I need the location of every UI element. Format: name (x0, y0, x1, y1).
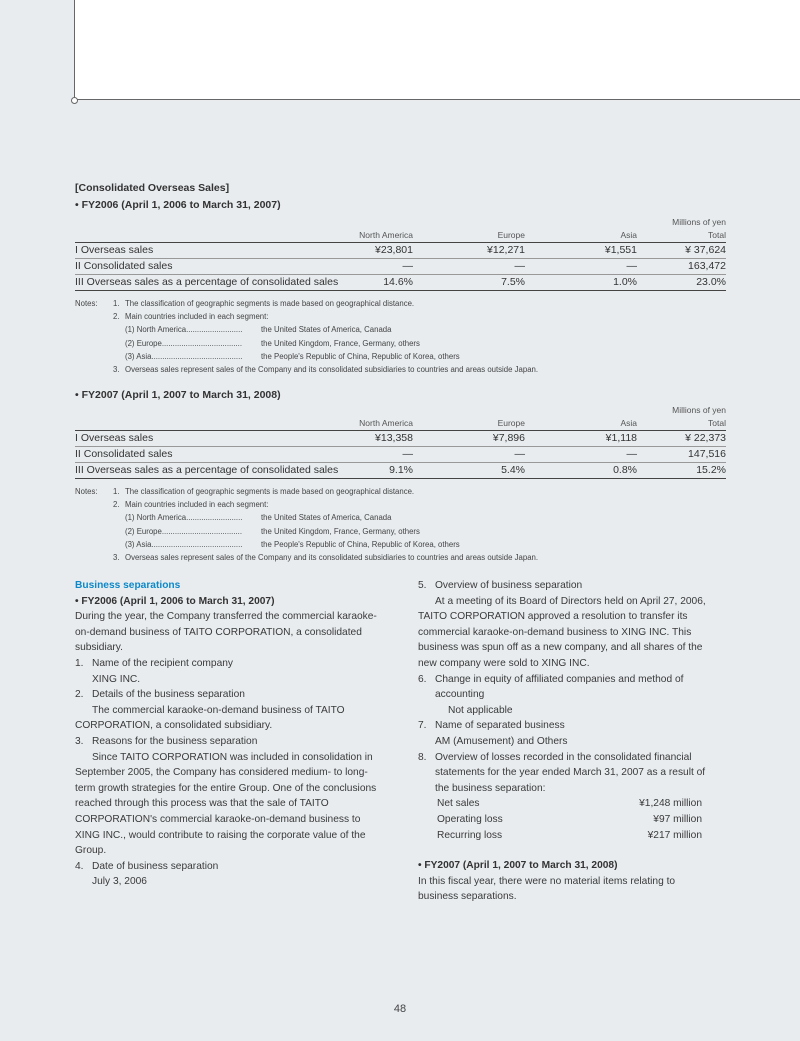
business-left-column (75, 578, 385, 890)
cell: 14.6% (383, 276, 413, 288)
item-number: 1. (75, 657, 84, 669)
fy2006-title: • FY2006 (April 1, 2006 to March 31, 2007) (75, 199, 281, 211)
loss-row (418, 812, 718, 828)
cell: 147,516 (688, 448, 726, 460)
segment-key: (2) Europe..................................... (125, 338, 242, 348)
item-number: 3. (75, 735, 84, 747)
note-number: 3. (113, 365, 120, 375)
col-europe: Europe (497, 230, 525, 240)
fy2006-notes (75, 297, 726, 376)
item-title: Date of business separation (92, 860, 219, 872)
segment-value: the United States of America, Canada (261, 513, 392, 523)
row-label: I Overseas sales (75, 432, 154, 444)
corner-dot (71, 97, 78, 104)
col-asia: Asia (620, 418, 637, 428)
cell: — (514, 448, 525, 460)
business-intro: During the year, the Company transferred the commercial karaoke-on-demand business of TAITO CORPORATION, a consolidated subsidiary. (75, 611, 377, 654)
cell: 163,472 (688, 260, 726, 272)
cell: ¥ 22,373 (685, 432, 726, 444)
segment-value: the United States of America, Canada (261, 325, 392, 335)
note-number: 1. (113, 487, 120, 496)
note-number: 1. (113, 299, 120, 308)
item-body: September 2005, the Company has considered medium- to long-term growth strategies for the entire Group. One of the conclusions reached through this process was that the sale of TAITO CORPORATION's commercial karaoke-on-demand business to XING INC., would contribute to raising the corporate value of the Group. (75, 767, 377, 857)
item-number: 6. (418, 673, 427, 685)
item-number: 8. (418, 751, 427, 763)
item-title: Name of separated business (435, 720, 565, 732)
note-text: Overseas sales represent sales of the Company and its consolidated subsidiaries to countries and areas outside Japan. (125, 553, 539, 563)
item-number: 7. (418, 720, 427, 732)
segment-key: (3) Asia.......................................... (125, 351, 243, 361)
cell: — (402, 448, 413, 460)
segment-value: the United Kingdom, France, Germany, others (261, 338, 420, 348)
business-fy2006-title: • FY2006 (April 1, 2006 to March 31, 2007) (75, 595, 275, 607)
cell: 15.2% (696, 464, 726, 476)
cell: ¥13,358 (375, 432, 413, 444)
col-total: Total (708, 418, 726, 428)
note-text: Main countries included in each segment: (125, 312, 269, 322)
row-label: III Overseas sales as a percentage of consolidated sales (75, 276, 339, 288)
loss-label: Recurring loss (437, 829, 503, 841)
list-item (418, 578, 718, 594)
cell: 1.0% (613, 276, 637, 288)
fy2007-unit: Millions of yen (672, 405, 726, 415)
fy2007-section (75, 404, 726, 564)
cell: 23.0% (696, 276, 726, 288)
fy2006-section (75, 216, 726, 376)
item-body: Not applicable (448, 704, 513, 716)
loss-row (418, 796, 718, 812)
segment-key: (1) North America.......................... (125, 325, 243, 335)
table-row (75, 243, 726, 259)
fy2006-header-row (75, 229, 726, 243)
cell: ¥ 37,624 (685, 244, 726, 256)
cell: 9.1% (389, 464, 413, 476)
segment-value: the People's Republic of China, Republic of Korea, others (261, 351, 460, 361)
loss-label: Operating loss (437, 813, 503, 825)
note-number: 2. (113, 500, 120, 510)
note-text: The classification of geographic segments is made based on geographical distance. (125, 487, 415, 496)
segment-value: the People's Republic of China, Republic of Korea, others (261, 539, 460, 549)
item-title: Reasons for the business separation (92, 735, 258, 747)
note-text: Main countries included in each segment: (125, 500, 269, 510)
notes-label: Notes: (75, 487, 98, 496)
segment-key: (3) Asia.......................................... (125, 539, 243, 549)
row-label: I Overseas sales (75, 244, 154, 256)
cell: 0.8% (613, 464, 637, 476)
loss-value: ¥97 million (653, 813, 702, 825)
cell: ¥12,271 (487, 244, 525, 256)
segment-value: the United Kingdom, France, Germany, others (261, 526, 420, 536)
note-text: The classification of geographic segments is made based on geographical distance. (125, 299, 415, 308)
table-row (75, 463, 726, 479)
table-row (75, 259, 726, 275)
business-separations-heading: Business separations (75, 580, 181, 591)
cell: ¥7,896 (492, 432, 525, 444)
col-total: Total (708, 230, 726, 240)
loss-value: ¥1,248 million (639, 798, 702, 810)
list-item (75, 859, 385, 875)
fy2007-title: • FY2007 (April 1, 2007 to March 31, 2008) (75, 389, 281, 401)
segment-key: (2) Europe..................................... (125, 526, 242, 536)
table-row (75, 275, 726, 291)
row-label: II Consolidated sales (75, 260, 173, 272)
item-title: Overview of business separation (435, 580, 583, 591)
fy2007-notes (75, 485, 726, 564)
cell: 7.5% (501, 276, 525, 288)
list-item (418, 718, 718, 734)
item-title: Change in equity of affiliated companies and method of accounting (435, 673, 684, 701)
list-item (418, 750, 718, 797)
business-fy2007-title: • FY2007 (April 1, 2007 to March 31, 2008) (418, 860, 618, 872)
list-item (75, 656, 385, 672)
row-label: III Overseas sales as a percentage of consolidated sales (75, 464, 339, 476)
item-number: 4. (75, 860, 84, 872)
fy2007-header-row (75, 417, 726, 431)
item-body: CORPORATION, a consolidated subsidiary. (75, 720, 273, 732)
loss-label: Net sales (437, 798, 480, 810)
note-number: 3. (113, 553, 120, 563)
cell: 5.4% (501, 464, 525, 476)
item-body: XING INC. (92, 673, 141, 685)
cell: — (514, 260, 525, 272)
item-body: The commercial karaoke-on-demand business of TAITO (92, 704, 345, 716)
item-body: At a meeting of its Board of Directors held on April 27, 2006, (435, 595, 706, 607)
col-asia: Asia (620, 230, 637, 240)
cell: ¥23,801 (375, 244, 413, 256)
col-north-america: North America (359, 230, 413, 240)
item-body: Since TAITO CORPORATION was included in consolidation in (92, 751, 373, 763)
item-title: Overview of losses recorded in the consolidated financial statements for the year ended March 31, 2007 as a result of the business separation: (435, 751, 706, 794)
loss-value: ¥217 million (647, 829, 702, 841)
segment-key: (1) North America.......................... (125, 513, 243, 523)
business-fy2007-body: In this fiscal year, there were no material items relating to business separations. (418, 875, 676, 903)
fy2006-unit: Millions of yen (672, 217, 726, 227)
col-europe: Europe (497, 418, 525, 428)
business-right-column (418, 578, 718, 905)
section-title: [Consolidated Overseas Sales] (75, 182, 230, 194)
table-row (75, 447, 726, 463)
item-title: Details of the business separation (92, 689, 245, 701)
list-item (75, 687, 385, 703)
item-number: 5. (418, 580, 427, 591)
row-label: II Consolidated sales (75, 448, 173, 460)
cell: — (626, 448, 637, 460)
item-body: AM (Amusement) and Others (435, 735, 568, 747)
col-north-america: North America (359, 418, 413, 428)
cell: ¥1,118 (605, 432, 637, 444)
item-number: 2. (75, 689, 84, 701)
list-item (75, 734, 385, 750)
page-number: 48 (393, 1003, 407, 1015)
cell: — (626, 260, 637, 272)
table-row (75, 431, 726, 447)
item-body: TAITO CORPORATION approved a resolution to transfer its commercial karaoke-on-demand business to XING INC. This business was spun off as a new company, and all shares of the new company were sold to XING INC. (418, 611, 703, 669)
item-body: July 3, 2006 (92, 876, 147, 888)
note-text: Overseas sales represent sales of the Company and its consolidated subsidiaries to countries and areas outside Japan. (125, 365, 539, 375)
notes-label: Notes: (75, 299, 98, 308)
cell: — (402, 260, 413, 272)
header-box (74, 0, 800, 100)
note-number: 2. (113, 312, 120, 322)
list-item (418, 672, 718, 703)
cell: ¥1,551 (604, 244, 637, 256)
loss-row (418, 828, 718, 844)
item-title: Name of the recipient company (92, 657, 233, 669)
